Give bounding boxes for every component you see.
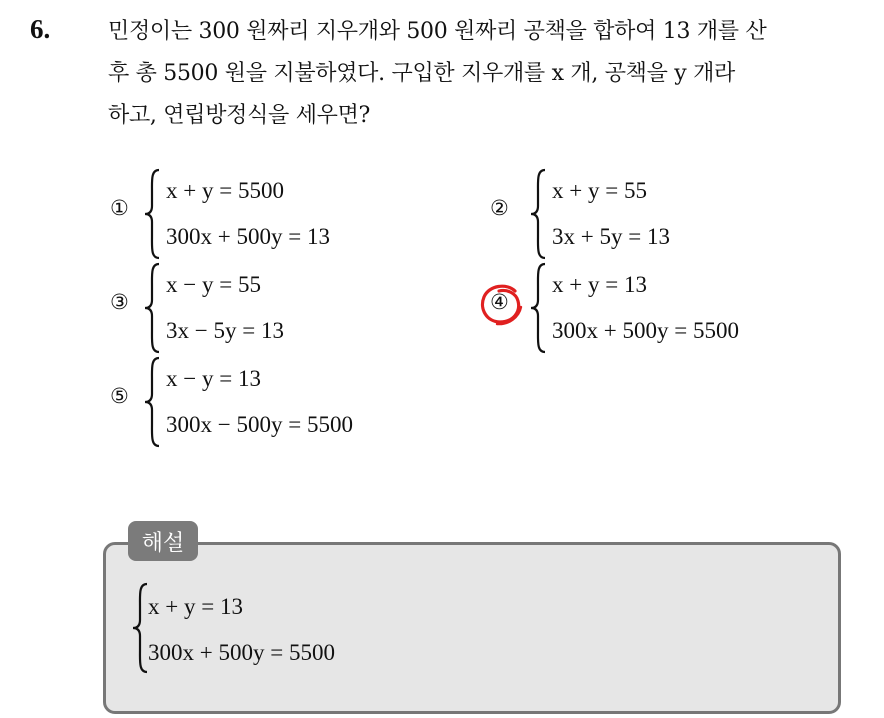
option-2-equation-1: x + y = 55 xyxy=(552,178,647,203)
option-2[interactable] xyxy=(490,168,820,260)
question-number: 6. xyxy=(30,14,51,44)
option-1[interactable] xyxy=(110,168,440,260)
option-5[interactable] xyxy=(110,356,440,448)
option-3-number: ③ xyxy=(110,290,129,314)
option-2-number: ② xyxy=(490,196,509,220)
answer-circle-mark-icon xyxy=(477,281,525,327)
option-3-equation-1: x − y = 55 xyxy=(166,272,261,297)
solution-equation-2: 300x + 500y = 5500 xyxy=(148,640,335,665)
option-4-number: ④ xyxy=(490,290,509,314)
option-3[interactable] xyxy=(110,262,440,354)
brace-icon xyxy=(528,262,548,354)
option-1-equation-2: 300x + 500y = 13 xyxy=(166,224,330,249)
option-4-equation-2: 300x + 500y = 5500 xyxy=(552,318,739,343)
option-5-equation-1: x − y = 13 xyxy=(166,366,261,391)
question-line-3: 하고, 연립방정식을 세우면? xyxy=(108,103,371,128)
question-line-1: 민정이는 300 원짜리 지우개와 500 원짜리 공책을 합하여 13 개를 산 xyxy=(108,19,767,44)
brace-icon xyxy=(142,262,162,354)
solution-equation-1: x + y = 13 xyxy=(148,594,243,619)
solution-tab xyxy=(128,521,198,561)
option-4-equation-1: x + y = 13 xyxy=(552,272,647,297)
brace-icon xyxy=(142,356,162,448)
solution-tab-label: 해설 xyxy=(141,530,185,556)
option-4[interactable] xyxy=(490,262,820,354)
brace-icon xyxy=(528,168,548,260)
solution-equations xyxy=(130,580,530,680)
option-3-equation-2: 3x − 5y = 13 xyxy=(166,318,284,343)
option-5-equation-2: 300x − 500y = 5500 xyxy=(166,412,353,437)
option-5-number: ⑤ xyxy=(110,384,129,408)
option-1-number: ① xyxy=(110,196,129,220)
question-line-2: 후 총 5500 원을 지불하였다. 구입한 지우개를 x 개, 공책을 y 개라 xyxy=(108,61,735,86)
brace-icon xyxy=(142,168,162,260)
brace-icon xyxy=(130,580,150,676)
option-2-equation-2: 3x + 5y = 13 xyxy=(552,224,670,249)
option-1-equation-1: x + y = 5500 xyxy=(166,178,284,203)
